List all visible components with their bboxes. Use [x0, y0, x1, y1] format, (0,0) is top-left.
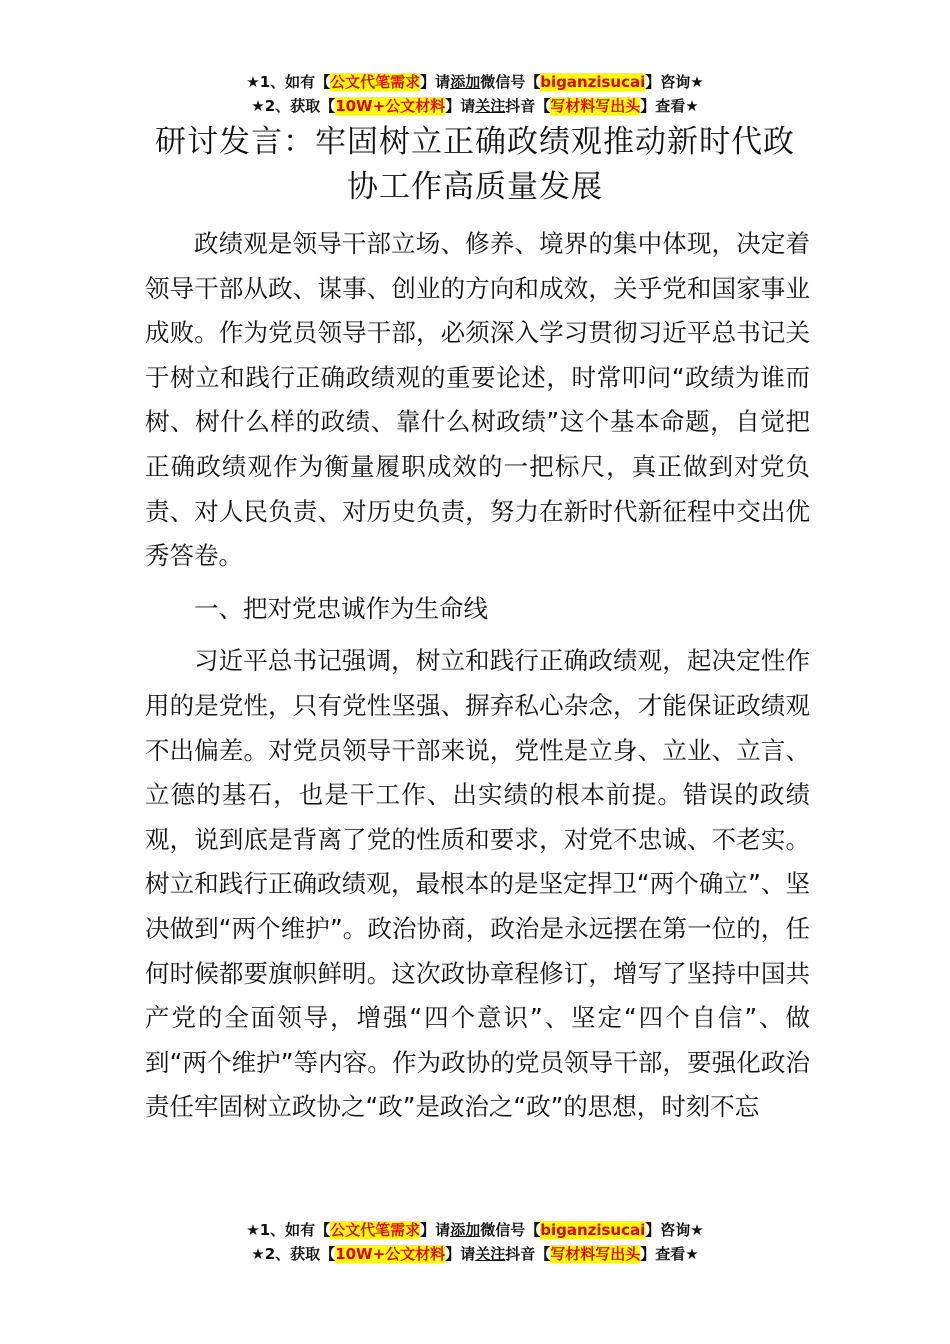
top-promo-banner [0, 70, 950, 118]
promo-highlight: 公文代笔需求 [330, 73, 421, 91]
section-heading-1: 一、把对党忠诚作为生命线 [194, 593, 488, 623]
promo-text: ★2、获取【 [251, 1245, 336, 1263]
promo-text: 】咨询★ [645, 1221, 704, 1239]
paragraph-section-1: 习近平总书记强调，树立和践行正确政绩观，起决定性作用的是党性，只有党性坚强、摒弃私心杂念，才能保证政绩观不出偏差。对党员领导干部来说，党性是立身、立业、立言、立德的基石，也是干工作、出实绩的根本前提。错误的政绩观，说到底是背离了党的性质和要求，对党不忠诚、不老实。树立和践行正确政绩观，最根本的是坚定捍卫“两个确立”、坚决做到“两个维护”。政治协商，政治是永远摆在第一位的，任何时候都要旗帜鲜明。这次政协章程修订，增写了坚持中国共产党的全面领导，增强“四个意识”、坚定“四个自信”、做到“两个维护”等内容。作为政协的党员领导干部，要强化政治责任牢固树立政协之“政”是政治之“政”的思想，时刻不忘 [145, 646, 810, 1122]
promo-douyin-id: 写材料写出头 [550, 97, 641, 115]
promo-text: 】查看★ [640, 97, 699, 115]
promo-text: 】咨询★ [645, 73, 704, 91]
promo-wechat-id: biganzisucai [540, 73, 646, 91]
promo-text: 】请 [445, 97, 476, 115]
document-title: 研讨发言：牢固树立正确政绩观推动新时代政协工作高质量发展 [155, 124, 795, 205]
promo-text: ★1、如有【 [246, 1221, 331, 1239]
promo-line-2 [0, 1242, 950, 1266]
promo-text: 抖音【 [505, 97, 551, 115]
promo-text: 微信号【 [480, 1221, 541, 1239]
promo-underlined: 关注 [475, 97, 506, 115]
document-body [145, 222, 810, 1130]
paragraph-intro: 政绩观是领导干部立场、修养、境界的集中体现，决定着领导干部从政、谋事、创业的方向和成效，关乎党和国家事业成败。作为党员领导干部，必须深入学习贯彻习近平总书记关于树立和践行正确政绩观的重要论述，时常叩问“政绩为谁而树、树什么样的政绩、靠什么树政绩”这个基本命题，自觉把正确政绩观作为衡量履职成效的一把标尺，真正做到对党负责、对人民负责、对历史负责，努力在新时代新征程中交出优秀答卷。 [145, 229, 810, 571]
promo-line-2 [0, 94, 950, 118]
promo-line-1 [0, 70, 950, 94]
promo-text: 抖音【 [505, 1245, 551, 1263]
promo-text: 】查看★ [640, 1245, 699, 1263]
promo-line-1 [0, 1218, 950, 1242]
promo-text: 】请 [420, 1221, 451, 1239]
promo-text: 】请 [445, 1245, 476, 1263]
promo-highlight: 10W+公文材料 [335, 1245, 446, 1263]
promo-highlight: 公文代笔需求 [330, 1221, 421, 1239]
promo-text: 微信号【 [480, 73, 541, 91]
bottom-promo-banner [0, 1218, 950, 1266]
promo-douyin-id: 写材料写出头 [550, 1245, 641, 1263]
promo-text: ★1、如有【 [246, 73, 331, 91]
promo-text: 】请 [420, 73, 451, 91]
promo-underlined: 添加 [450, 73, 481, 91]
promo-underlined: 关注 [475, 1245, 506, 1263]
promo-text: ★2、获取【 [251, 97, 336, 115]
promo-highlight: 10W+公文材料 [335, 97, 446, 115]
promo-wechat-id: biganzisucai [540, 1221, 646, 1239]
promo-underlined: 添加 [450, 1221, 481, 1239]
